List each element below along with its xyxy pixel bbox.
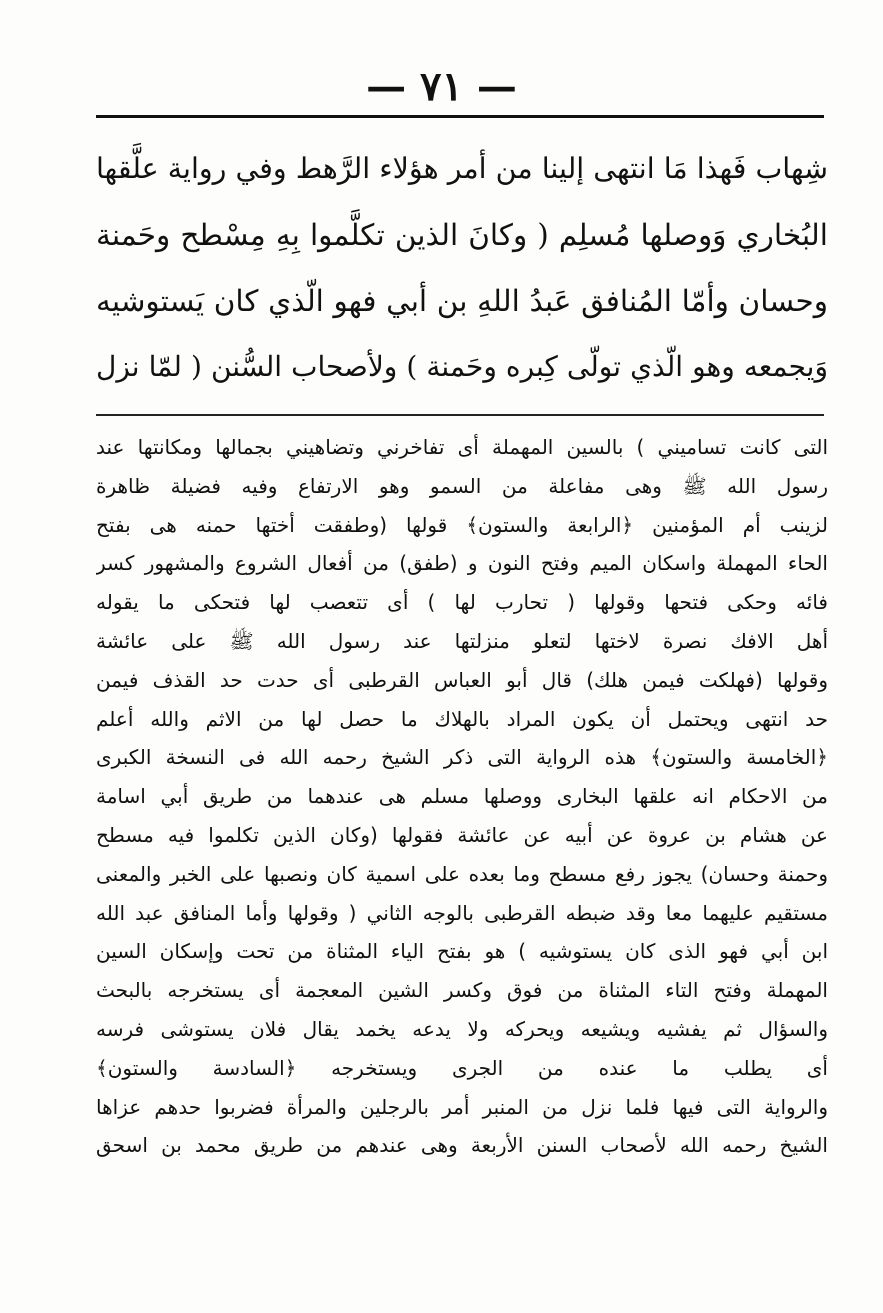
commentary-separator [96,414,824,416]
commentary-line: والسؤال ثم يفشيه ويشيعه ويحركه ولا يدعه يخمد يقال فلان يستوشى فرسه [96,1016,828,1041]
commentary-line: من الاحكام انه علقها البخارى ووصلها مسلم هى عندهما من طريق أبي اسامة [96,784,828,809]
commentary-line: لزينب أم المؤمنين ﴿الرابعة والستون﴾ قولها (وطفقت أختها حمنه هى بفتح [96,512,828,537]
commentary-line: الحاء المهملة واسكان الميم وفتح النون و (طفق) من أفعال الشروع والمشهور كسر [96,551,828,576]
page-number: — ٧١ — [366,63,517,110]
commentary-line: عن هشام بن عروة عن أبيه عن عائشة فقولها (وكان الذين تكلموا فيه مسطح [96,822,828,847]
commentary-line: فائه وحكى فتحها وقولها ( تحارب لها ) أى تتعصب لها فتحكى ما يقوله [96,590,828,615]
commentary-block [96,428,828,1165]
main-text-line: شِهاب فَهذا مَا انتهى إلينا من أمر هؤلاء الرَّهط وفي رواية علَّقها [96,152,828,185]
main-text-line: وَيجمعه وهو الّذي تولّى كِبره وحَمنة ) ولأصحاب السُّنن ( لمّا نزل [96,350,828,383]
main-text-line: وحسان وأمّا المُنافق عَبدُ اللهِ بن أبي فهو الّذي كان يَستوشيه [96,284,828,318]
main-text-line: البُخاري وَوصلها مُسلِم ( وكانَ الذين تكلَّموا بِهِ مِسْطح وحَمنة [96,218,828,252]
commentary-line: المهملة وفتح التاء المثناة من فوق وكسر الشين المعجمة أى يستخرجه بالبحث [96,978,828,1003]
commentary-line: والرواية التى فيها فلما نزل من المنبر أمر بالرجلين والمرأة فضربوا حدهم عزاها [96,1094,828,1119]
commentary-line: التى كانت تساميني ) بالسين المهملة أى تفاخرني وتضاهيني بجمالها ومكانتها عند [96,435,828,459]
commentary-line: وقولها (فهلكت فيمن هلك) قال أبو العباس القرطبى أى حدت حد القذف فيمن [96,667,828,692]
commentary-line: مستقيم عليهما معا وقد ضبطه القرطبى بالوجه الثاني ( وقولها وأما المنافق عبد الله [96,900,828,925]
commentary-line: أى يطلب ما عنده من الجرى ويستخرجه ﴿السادسة والستون﴾ [96,1055,828,1080]
commentary-line: حد انتهى ويحتمل أن يكون المراد بالهلاك ما حصل لها من الاثم والله أعلم [96,706,828,731]
commentary-line: الشيخ رحمه الله لأصحاب السنن الأربعة وهى عندهم من طريق محمد بن اسحق [96,1133,828,1158]
commentary-line: ﴿الخامسة والستون﴾ هذه الرواية التى ذكر الشيخ رحمه الله فى النسخة الكبرى [96,745,828,770]
header-rule [96,115,824,118]
commentary-line: ابن أبي فهو الذى كان يستوشيه ) هو بفتح الياء المثناة من تحت وإسكان السين [96,939,828,964]
commentary-line: أهل الافك نصرة لاختها لتعلو منزلتها عند رسول الله ﷺ على عائشة [96,628,828,653]
main-text-block [96,136,828,400]
commentary-line: وحمنة وحسان) يجوز رفع مسطح وما بعده على اسمية كان ونصبها على الخبر والمعنى [96,861,828,886]
commentary-line: رسول الله ﷺ وهى مفاعلة من السمو وهو الارتفاع وفيه فضيلة ظاهرة [96,473,828,498]
